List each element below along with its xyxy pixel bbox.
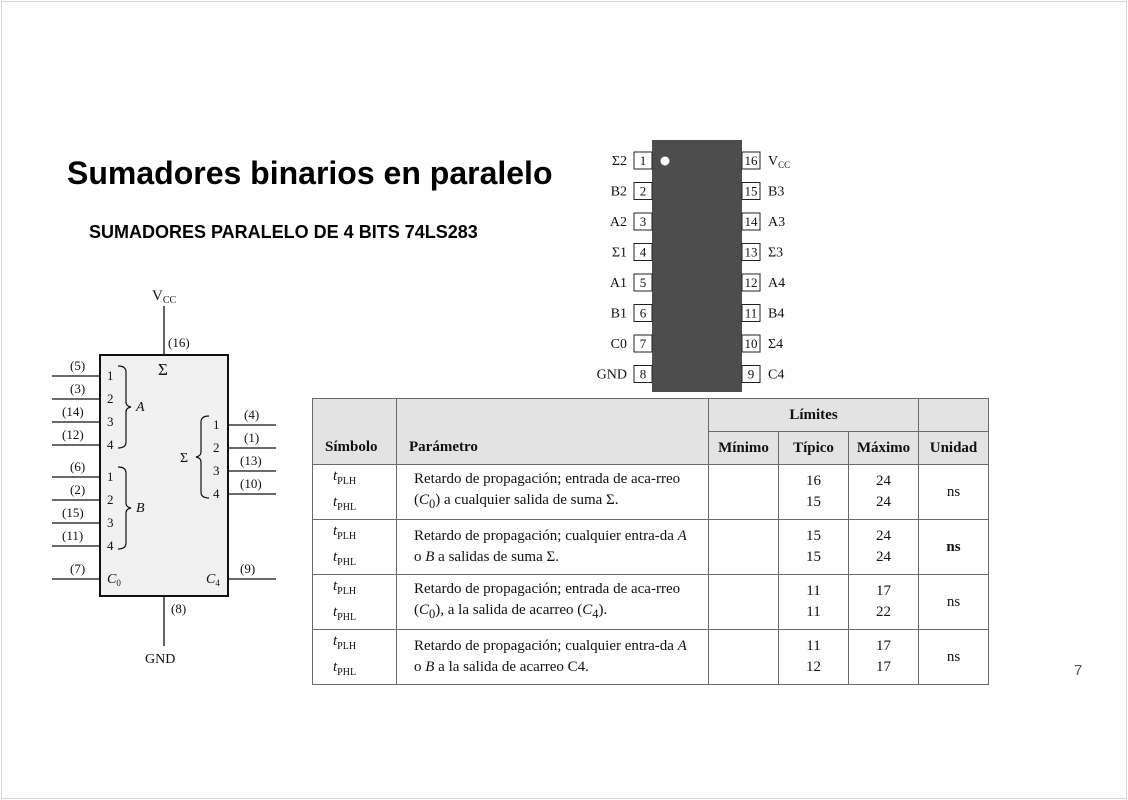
- bit-number: 1: [213, 417, 220, 432]
- pin-label: A3: [768, 215, 786, 230]
- pin-number: 10: [744, 336, 758, 351]
- bit-number: 4: [107, 437, 114, 452]
- unit-cell: ns: [919, 575, 989, 630]
- unit-cell: ns: [919, 630, 989, 685]
- pin-number: (4): [244, 407, 260, 422]
- pin-label: A2: [609, 215, 627, 230]
- parameter-cell: Retardo de propagación; entrada de aca-rreo $(C_0)$ a cualquier salida de suma Σ.: [397, 465, 709, 520]
- pin-number: (6): [70, 459, 86, 474]
- header-symbol: Símbolo: [313, 399, 397, 465]
- header-min: Mínimo: [709, 432, 779, 465]
- bit-number: 2: [107, 492, 114, 507]
- table-row: [313, 575, 989, 630]
- pin-label: C0: [610, 337, 627, 352]
- specs-table: [312, 398, 989, 685]
- pin-label: Σ2: [611, 154, 627, 169]
- pin-number: 16: [744, 153, 758, 168]
- pin-number: (11): [62, 528, 84, 543]
- chip-body: [652, 140, 742, 392]
- page-number: 7: [1074, 662, 1083, 679]
- bit-number: 4: [107, 538, 114, 553]
- pin-number: 12: [744, 275, 758, 290]
- pin-label: Σ4: [768, 337, 784, 352]
- vcc-label: $V_{CC}$: [152, 288, 177, 306]
- pin-label: B1: [610, 306, 627, 322]
- pin-number: 3: [639, 214, 647, 229]
- typ-cell: 15 15: [779, 520, 849, 575]
- pin-label: $V_{CC}$: [768, 154, 791, 170]
- symbol-cell: $t_{PLH}$ $t_{PHL}$: [313, 630, 397, 685]
- pin-label: B3: [768, 184, 785, 200]
- pin-number: 8: [639, 366, 647, 382]
- table-header-row: [313, 399, 989, 432]
- bit-number: 3: [107, 414, 114, 429]
- max-cell: 17 17: [849, 630, 919, 685]
- pin-number: (13): [240, 453, 262, 468]
- slide-subtitle: SUMADORES PARALELO DE 4 BITS 74LS283: [89, 222, 478, 242]
- pin-number: 5: [639, 275, 647, 290]
- unit-cell: ns: [919, 465, 989, 520]
- pin-number: (2): [70, 482, 86, 497]
- min-cell: [709, 575, 779, 630]
- max-cell: 24 24: [849, 520, 919, 575]
- left-pins: [597, 152, 652, 383]
- header-parameter: Parámetro: [397, 399, 709, 465]
- sum-symbol: Σ: [158, 360, 168, 379]
- bit-number: 1: [107, 469, 114, 484]
- bit-number: 2: [213, 440, 220, 455]
- pin-number: (9): [240, 561, 256, 576]
- logic-symbol-diagram: [0, 0, 300, 690]
- pin-number: 2: [639, 183, 647, 199]
- adder-block: [100, 355, 228, 596]
- pin-number: (12): [62, 427, 84, 442]
- header-max: Máximo: [849, 432, 919, 465]
- pin-number: (7): [70, 561, 86, 576]
- header-blank: [919, 399, 989, 432]
- pin-label: Σ1: [611, 245, 627, 261]
- parameter-cell: Retardo de propagación; cualquier entra-da A o B a la salida de acarreo C4.: [397, 630, 709, 685]
- gnd-label: GND: [145, 652, 176, 667]
- pin-number: 14: [744, 214, 758, 229]
- bit-number: 3: [213, 463, 220, 478]
- c4-label: $C_4$: [206, 572, 220, 588]
- symbol-cell: $t_{PLH}$ $t_{PHL}$: [313, 465, 397, 520]
- typ-cell: 11 12: [779, 630, 849, 685]
- pin-number: (3): [70, 381, 86, 396]
- pin-number: (10): [240, 476, 262, 491]
- table-row: [313, 520, 989, 575]
- pin-label: Σ3: [768, 245, 784, 261]
- group-b-label: B: [136, 501, 145, 516]
- bit-number: 4: [213, 486, 220, 501]
- bit-number: 2: [107, 391, 114, 406]
- vcc-pin-number: (16): [168, 335, 190, 350]
- min-cell: [709, 465, 779, 520]
- bit-number: 1: [107, 368, 114, 383]
- dip-pinout-diagram: [580, 130, 810, 395]
- max-cell: 24 24: [849, 465, 919, 520]
- pin-number: (14): [62, 404, 84, 419]
- pin-number: (8): [171, 601, 187, 616]
- pin-number: 11: [744, 305, 758, 321]
- pin-number: 7: [639, 336, 647, 351]
- table-row: [313, 465, 989, 520]
- min-cell: [709, 630, 779, 685]
- pin-number: 15: [744, 183, 758, 199]
- header-typ: Típico: [779, 432, 849, 465]
- pin-label: A4: [768, 276, 786, 291]
- table-row: [313, 630, 989, 685]
- pin-label: GND: [596, 367, 627, 383]
- typ-cell: 11 11: [779, 575, 849, 630]
- parameter-cell: Retardo de propagación; cualquier entra-da A o B a salidas de suma Σ.: [397, 520, 709, 575]
- pin-number: 13: [744, 244, 758, 260]
- header-limits: Límites: [709, 399, 919, 432]
- group-a-label: A: [136, 400, 145, 415]
- pin-number: 6: [639, 305, 647, 321]
- pin-label: B4: [768, 306, 785, 322]
- pin-number: 4: [639, 244, 647, 260]
- min-cell: [709, 520, 779, 575]
- pin-one-marker: [661, 157, 670, 166]
- pin-number: (1): [244, 430, 260, 445]
- pin-number: (15): [62, 505, 84, 520]
- slide-title: Sumadores binarios en paralelo: [67, 155, 553, 191]
- unit-cell: ns: [919, 520, 989, 575]
- pin-number: (5): [70, 358, 86, 373]
- pin-label: C4: [768, 367, 785, 383]
- pin-number: 9: [747, 366, 755, 382]
- c0-label: $C_0$: [107, 572, 121, 588]
- header-unit: Unidad: [919, 432, 989, 465]
- symbol-cell: $t_{PLH}$ $t_{PHL}$: [313, 520, 397, 575]
- pin-number: 1: [639, 153, 647, 168]
- sum-group-label: Σ: [180, 451, 189, 466]
- bit-number: 3: [107, 515, 114, 530]
- pin-label: B2: [610, 184, 627, 200]
- right-pins: [742, 152, 790, 383]
- max-cell: 17 22: [849, 575, 919, 630]
- parameter-cell: Retardo de propagación; entrada de aca-rreo $(C_0)$, a la salida de acarreo $(C_4)$.: [397, 575, 709, 630]
- symbol-cell: $t_{PLH}$ $t_{PHL}$: [313, 575, 397, 630]
- typ-cell: 16 15: [779, 465, 849, 520]
- pin-label: A1: [609, 276, 627, 291]
